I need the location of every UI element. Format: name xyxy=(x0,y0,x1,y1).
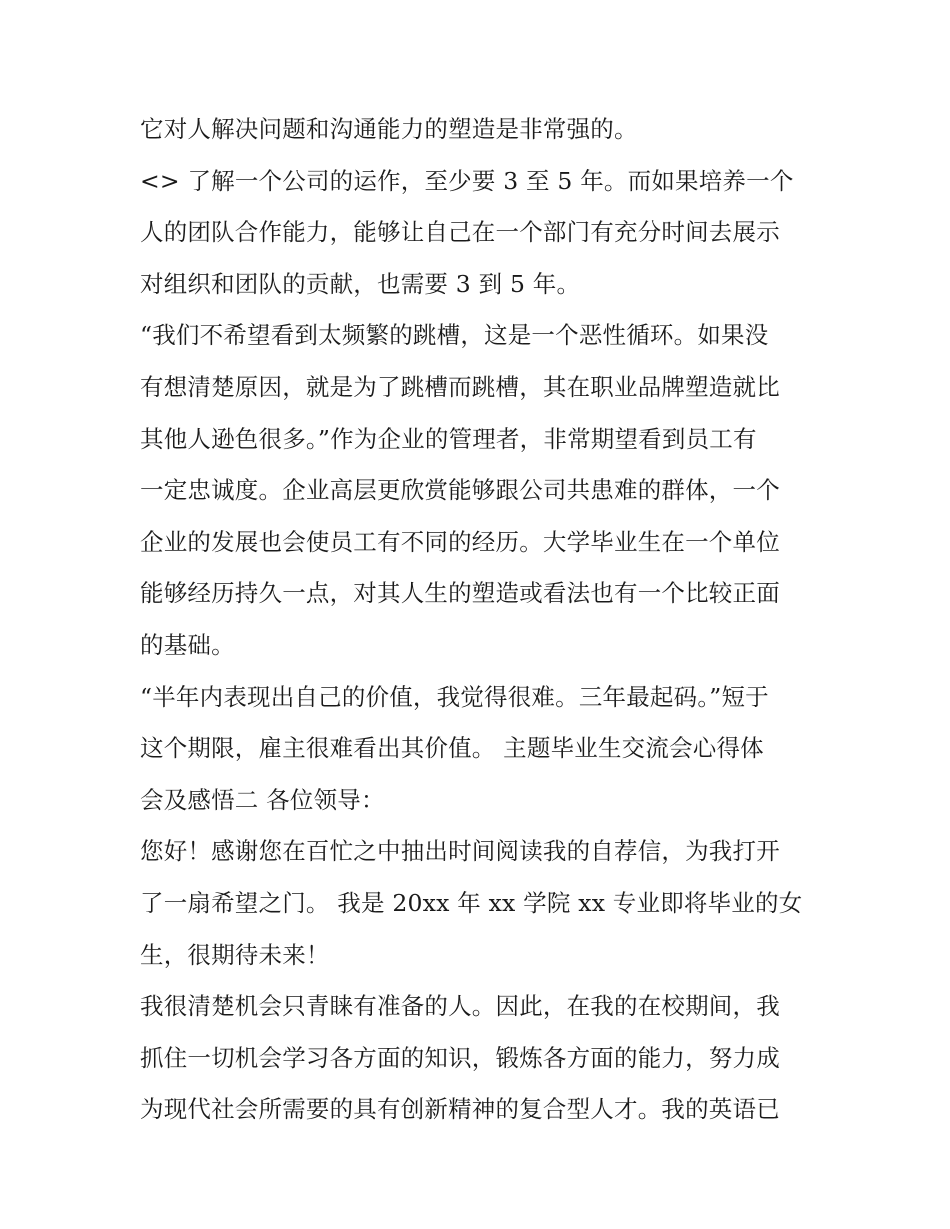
text-line: 您好！感谢您在百忙之中抽出时间阅读我的自荐信，为我打开 xyxy=(140,837,780,866)
text-line: 为现代社会所需要的具有创新精神的复合型人才。我的英语已 xyxy=(140,1095,780,1124)
document-body xyxy=(140,104,830,1136)
text-line: 有想清楚原因，就是为了跳槽而跳槽，其在职业品牌塑造就比 xyxy=(140,372,780,401)
text-line: 会及感悟二 各位领导： xyxy=(140,785,385,814)
text-line: “我们不希望看到太频繁的跳槽，这是一个恶性循环。如果没 xyxy=(140,321,769,350)
text-line: 抓住一切机会学习各方面的知识，锻炼各方面的能力，努力成 xyxy=(140,1043,780,1072)
text-line: 对组织和团队的贡献，也需要 3 到 5 年。 xyxy=(140,269,581,298)
text-line: 一定忠诚度。企业高层更欣赏能够跟公司共患难的群体，一个 xyxy=(140,476,780,505)
text-line: 企业的发展也会使员工有不同的经历。大学毕业生在一个单位 xyxy=(140,527,780,556)
text-line: 的基础。 xyxy=(140,630,235,659)
text-line: 人的团队合作能力，能够让自己在一个部门有充分时间去展示 xyxy=(140,218,780,247)
text-line: 能够经历持久一点，对其人生的塑造或看法也有一个比较正面 xyxy=(140,579,780,608)
text-line: “半年内表现出自己的价值，我觉得很难。三年最起码。”短于 xyxy=(140,682,769,711)
text-line: 我很清楚机会只青睐有准备的人。因此，在我的在校期间，我 xyxy=(140,992,780,1021)
text-line: 了一扇希望之门。 我是 20xx 年 xx 学院 xx 专业即将毕业的女 xyxy=(140,888,803,917)
text-line: 生，很期待未来！ xyxy=(140,940,330,969)
text-line: <> 了解一个公司的运作，至少要 3 至 5 年。而如果培养一个 xyxy=(140,166,794,195)
text-line: 其他人逊色很多。”作为企业的管理者，非常期望看到员工有 xyxy=(140,424,757,453)
text-line: 它对人解决问题和沟通能力的塑造是非常强的。 xyxy=(140,115,638,143)
text-line: 这个期限，雇主很难看出其价值。 主题毕业生交流会心得体 xyxy=(140,734,764,763)
